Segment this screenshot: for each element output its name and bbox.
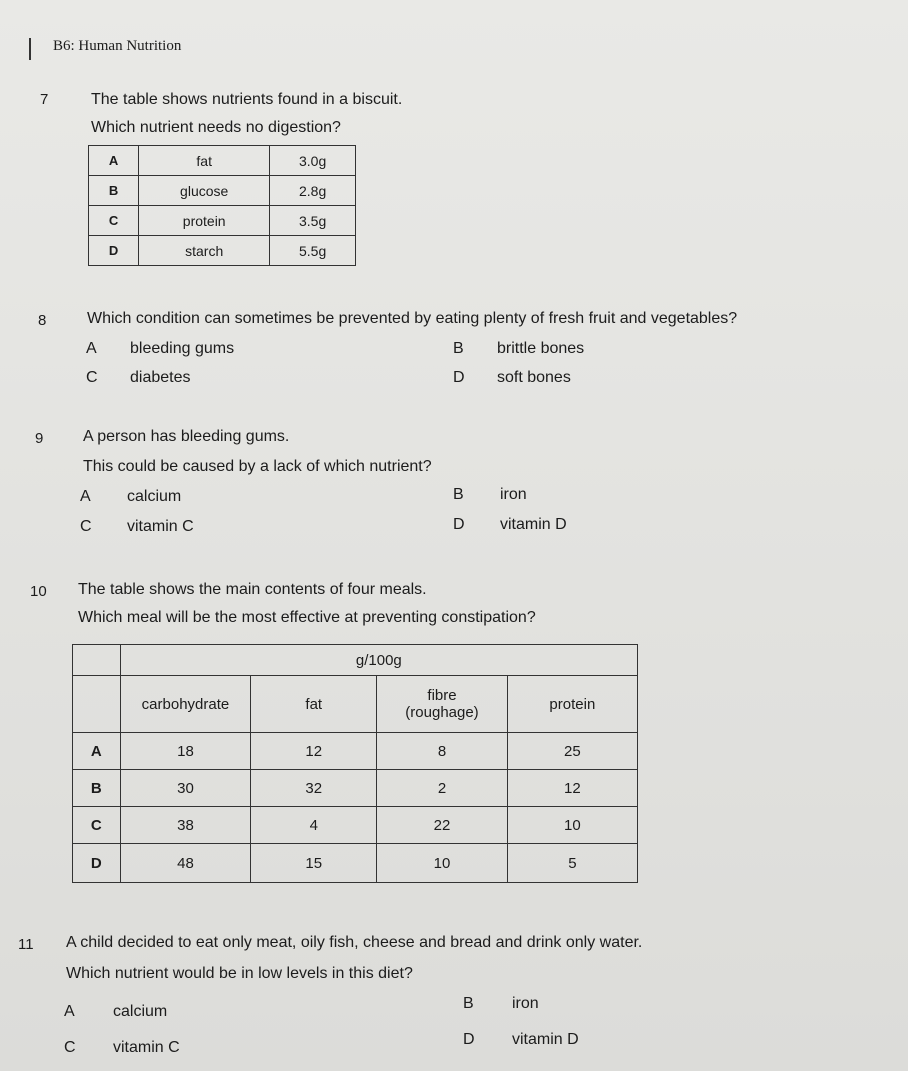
empty-cell	[73, 676, 121, 733]
protein-cell: 10	[507, 807, 637, 844]
fat-cell: 4	[251, 807, 377, 844]
column-header: carbohydrate	[120, 676, 251, 733]
mass-cell: 3.0g	[270, 146, 356, 176]
margin-bar	[29, 38, 31, 60]
page-header: B6: Human Nutrition	[53, 38, 182, 54]
option-text[interactable]: soft bones	[497, 369, 571, 386]
table-row	[73, 733, 638, 770]
q9-number: 9	[35, 430, 44, 447]
option-text[interactable]: brittle bones	[497, 340, 585, 357]
table-row	[73, 807, 638, 844]
option-text[interactable]: vitamin C	[127, 518, 194, 535]
mass-cell: 5.5g	[270, 236, 356, 266]
option-letter[interactable]: A	[89, 146, 139, 176]
fibre-cell: 22	[377, 807, 507, 844]
fat-cell: 12	[251, 733, 377, 770]
option-text[interactable]: vitamin D	[500, 516, 567, 533]
unit-header: g/100g	[120, 645, 637, 676]
column-header	[377, 676, 507, 733]
option-letter[interactable]: C	[64, 1039, 76, 1056]
option-text[interactable]: bleeding gums	[130, 340, 235, 357]
protein-cell: 25	[507, 733, 637, 770]
q10-question: Which meal will be the most effective at preventing constipation?	[78, 609, 536, 626]
q10-table	[72, 644, 638, 883]
option-letter[interactable]: B	[453, 486, 464, 503]
fibre-cell: 10	[377, 844, 507, 883]
carbohydrate-cell: 48	[120, 844, 251, 883]
carbohydrate-cell: 18	[120, 733, 251, 770]
q7-table	[88, 145, 356, 266]
q7-question: Which nutrient needs no digestion?	[91, 119, 341, 136]
column-header: protein	[507, 676, 637, 733]
protein-cell: 5	[507, 844, 637, 883]
option-letter[interactable]: A	[86, 340, 97, 357]
nutrient-cell: fat	[139, 146, 270, 176]
option-letter[interactable]: D	[453, 516, 465, 533]
fibre-cell: 2	[377, 770, 507, 807]
mass-cell: 2.8g	[270, 176, 356, 206]
protein-cell: 12	[507, 770, 637, 807]
option-letter[interactable]: C	[73, 807, 121, 844]
option-letter[interactable]: B	[453, 340, 464, 357]
option-letter[interactable]: A	[64, 1003, 75, 1020]
table-row	[73, 844, 638, 883]
fat-cell: 32	[251, 770, 377, 807]
option-text[interactable]: vitamin C	[113, 1039, 180, 1056]
nutrient-cell: starch	[139, 236, 270, 266]
option-letter[interactable]: C	[80, 518, 92, 535]
table-row	[89, 236, 356, 266]
option-letter[interactable]: B	[73, 770, 121, 807]
q8-question: Which condition can sometimes be prevented by eating plenty of fresh fruit and vegetables?	[87, 310, 738, 327]
nutrient-cell: protein	[139, 206, 270, 236]
table-row	[89, 146, 356, 176]
option-letter[interactable]: D	[463, 1031, 475, 1048]
q9-stem: A person has bleeding gums.	[83, 428, 290, 445]
option-letter[interactable]: C	[86, 369, 98, 386]
empty-cell	[73, 645, 121, 676]
q9-question: This could be caused by a lack of which nutrient?	[83, 458, 432, 475]
q11-question: Which nutrient would be in low levels in this diet?	[66, 965, 413, 982]
option-letter[interactable]: D	[89, 236, 139, 266]
q10-stem: The table shows the main contents of four meals.	[78, 581, 427, 598]
unit-header-row	[73, 645, 638, 676]
option-text[interactable]: calcium	[127, 488, 182, 505]
fibre-cell: 8	[377, 733, 507, 770]
q10-number: 10	[30, 583, 47, 600]
fat-cell: 15	[251, 844, 377, 883]
nutrient-cell: glucose	[139, 176, 270, 206]
option-letter[interactable]: B	[89, 176, 139, 206]
option-text[interactable]: diabetes	[130, 369, 191, 386]
q11-number: 11	[18, 936, 34, 953]
option-text[interactable]: vitamin D	[512, 1031, 579, 1048]
option-letter[interactable]: C	[89, 206, 139, 236]
column-header-row	[73, 676, 638, 733]
q8-number: 8	[38, 312, 47, 329]
q11-stem: A child decided to eat only meat, oily fish, cheese and bread and drink only water.	[66, 934, 643, 951]
q7-number: 7	[40, 91, 49, 108]
table-row	[89, 176, 356, 206]
option-letter[interactable]: D	[73, 844, 121, 883]
option-text[interactable]: iron	[512, 995, 539, 1012]
option-letter[interactable]: B	[463, 995, 474, 1012]
q7-stem: The table shows nutrients found in a biscuit.	[91, 91, 403, 108]
option-letter[interactable]: A	[73, 733, 121, 770]
table-row	[89, 206, 356, 236]
fibre-label: fibre	[427, 687, 457, 704]
option-letter[interactable]: D	[453, 369, 465, 386]
table-row	[73, 770, 638, 807]
column-header: fat	[251, 676, 377, 733]
roughage-label: (roughage)	[405, 704, 479, 721]
carbohydrate-cell: 38	[120, 807, 251, 844]
carbohydrate-cell: 30	[120, 770, 251, 807]
mass-cell: 3.5g	[270, 206, 356, 236]
option-letter[interactable]: A	[80, 488, 91, 505]
option-text[interactable]: calcium	[113, 1003, 168, 1020]
option-text[interactable]: iron	[500, 486, 527, 503]
